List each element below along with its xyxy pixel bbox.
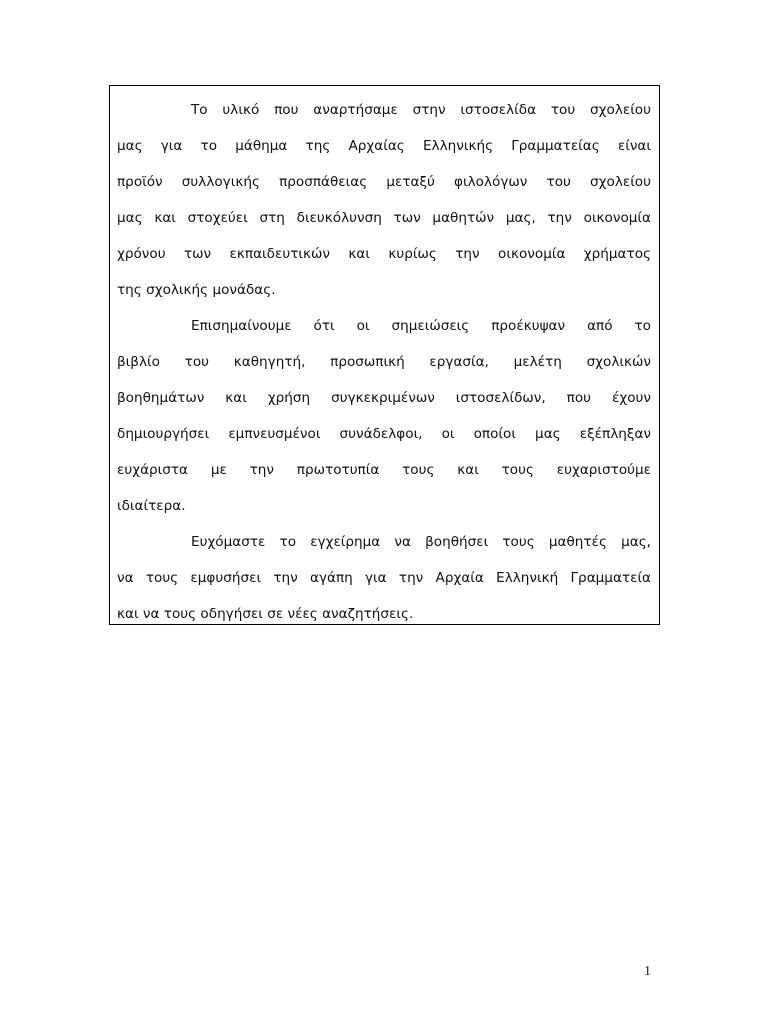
text-line: Το υλικό που αναρτήσαμε στην ιστοσελίδα του σχολείου [191, 102, 651, 118]
text-line: να τους εμφυσήσει την αγάπη για την Αρχαία Ελληνική Γραμματεία [117, 570, 651, 586]
text-line: προϊόν συλλογικής προσπάθειας μεταξύ φιλολόγων του σχολείου [117, 174, 651, 190]
page-number: 1 [644, 964, 651, 979]
paragraph-2 [117, 308, 651, 524]
text-line: δημιουργήσει εμπνευσμένοι συνάδελφοι, οι οποίοι μας εξέπληξαν [117, 426, 651, 442]
text-line: χρόνου των εκπαιδευτικών και κυρίως την οικονομία χρήματος [117, 246, 651, 262]
paragraph-3 [117, 524, 651, 632]
text-line: βοηθημάτων και χρήση συγκεκριμένων ιστοσελίδων, που έχουν [117, 390, 651, 406]
text-line: και να τους οδηγήσει σε νέες αναζητήσεις. [117, 606, 414, 622]
text-line: μας και στοχεύει στη διευκόλυνση των μαθητών μας, την οικονομία [117, 210, 651, 226]
text-line: της σχολικής μονάδας. [117, 282, 276, 298]
text-line: ιδιαίτερα. [117, 498, 186, 514]
text-line: ευχάριστα με την πρωτοτυπία τους και τους ευχαριστούμε [117, 462, 651, 478]
text-line: Επισημαίνουμε ότι οι σημειώσεις προέκυψαν από το [191, 318, 651, 334]
text-line: μας για το μάθημα της Αρχαίας Ελληνικής Γραμματείας είναι [117, 138, 651, 154]
paragraph-1 [117, 92, 651, 308]
text-line: βιβλίο του καθηγητή, προσωπική εργασία, μελέτη σχολικών [117, 354, 651, 370]
text-line: Ευχόμαστε το εγχείρημα να βοηθήσει τους μαθητές μας, [191, 534, 651, 550]
bordered-text-box [109, 85, 660, 625]
